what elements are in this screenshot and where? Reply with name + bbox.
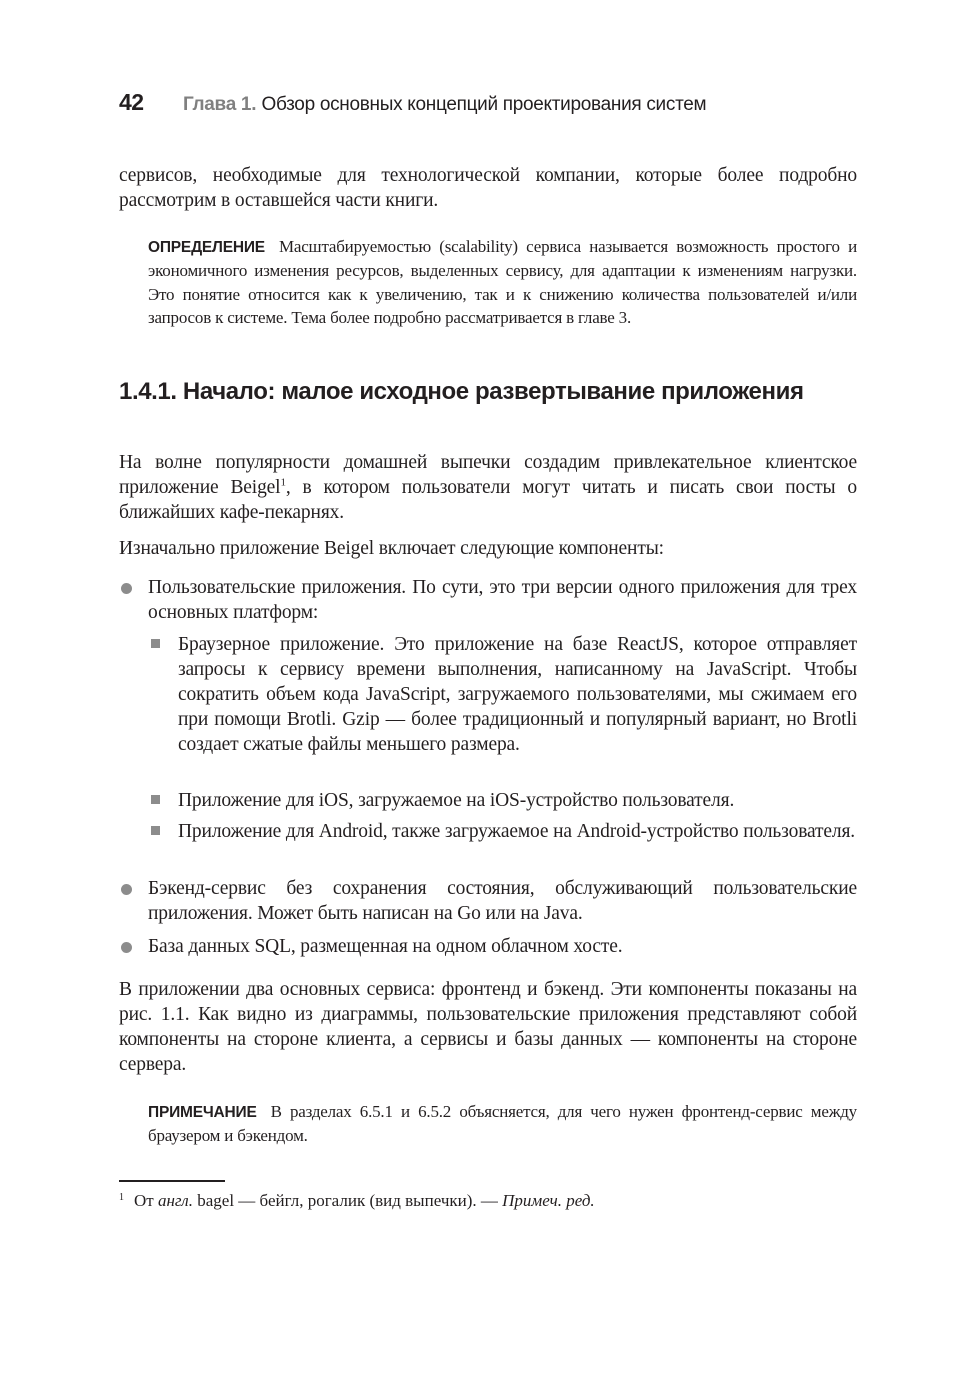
definition-text: Масштабируемостью (scalability) сервиса называется возможность простого и экономичного изменения ресурсов, выделенных сервису, для адаптации к изменениям нагрузки. Это понятие относится как к увеличению, так и к снижению количества пользователей и/или запросов к системе. Тема более подробно рассматривается в главе 3. <box>148 237 857 327</box>
footnote: $^1$ От англ. bagel — бейгл, рогалик (вид выпечки). — Примеч. ред. <box>119 1191 595 1210</box>
bullet-square-icon <box>151 639 160 648</box>
paragraph-services: В приложении два основных сервиса: фронтенд и бэкенд. Эти компоненты показаны на рис. 1.1. Как видно из диаграммы, пользовательские приложения представляют собой компоненты на стороне клиента, а сервисы и базы данных — компоненты на стороне сервера. <box>119 979 857 1075</box>
footnote-editor-note: Примеч. ред. <box>502 1191 595 1210</box>
chapter-label: Глава 1. <box>183 94 257 115</box>
intro-paragraph: сервисов, необходимые для технологической компании, которые более подробно рассмотрим в оставшейся части книги. <box>119 165 857 211</box>
note-label: ПРИМЕЧАНИЕ <box>148 1104 257 1121</box>
running-head <box>119 89 859 116</box>
list-item: Пользовательские приложения. По сути, это три версии одного приложения для трех основных платформ: <box>148 577 857 623</box>
list-item: Бэкенд-сервис без сохранения состояния, обслуживающий пользовательские приложения. Может быть написан на Go или на Java. <box>148 878 857 924</box>
page-number: 42 <box>119 89 144 115</box>
paragraph-components-intro: Изначально приложение Beigel включает следующие компоненты: <box>119 538 664 559</box>
bullet-square-icon <box>151 795 160 804</box>
section-heading: 1.4.1. Начало: малое исходное развертывание приложения <box>119 378 804 405</box>
note-callout <box>148 1100 857 1148</box>
bullet-circle-icon <box>121 583 132 594</box>
footnote-divider <box>119 1180 225 1182</box>
note-text: В разделах 6.5.1 и 6.5.2 объясняется, для чего нужен фронтенд-сервис между браузером и бэкендом. <box>148 1102 857 1146</box>
footnote-ref[interactable]: 1 <box>280 476 286 489</box>
sub-list-item: Приложение для Android, также загружаемое на Android-устройство пользователя. <box>178 821 856 842</box>
bullet-circle-icon <box>121 884 132 895</box>
paragraph-intro-beigel: На волне популярности домашней выпечки создадим привлекательное клиентское приложение Beigel$^1$, в котором пользователи могут читать и писать свои посты о ближайших кафе-пекарнях. <box>119 452 857 523</box>
footnote-lang-abbr: англ. <box>157 1191 193 1210</box>
chapter-title: Обзор основных концепций проектирования систем <box>261 94 707 115</box>
list-item: База данных SQL, размещенная на одном облачном хосте. <box>148 936 623 957</box>
sub-list-item: Браузерное приложение. Это приложение на базе ReactJS, которое отправляет запросы к сервису времени выполнения, написанному на JavaScript. Чтобы сократить объем кода JavaScript, загружаемого пользователями, мы сжимаем его при помощи Brotli. Gzip — более традиционный и популярный вариант, но Brotli создает сжатые файлы меньшего размера. <box>178 634 857 755</box>
definition-callout <box>148 235 857 329</box>
definition-label: ОПРЕДЕЛЕНИЕ <box>148 239 265 256</box>
bullet-square-icon <box>151 826 160 835</box>
footnote-mark: 1 <box>119 1192 124 1203</box>
bullet-circle-icon <box>121 942 132 953</box>
sub-list-item: Приложение для iOS, загружаемое на iOS-устройство пользователя. <box>178 790 735 811</box>
